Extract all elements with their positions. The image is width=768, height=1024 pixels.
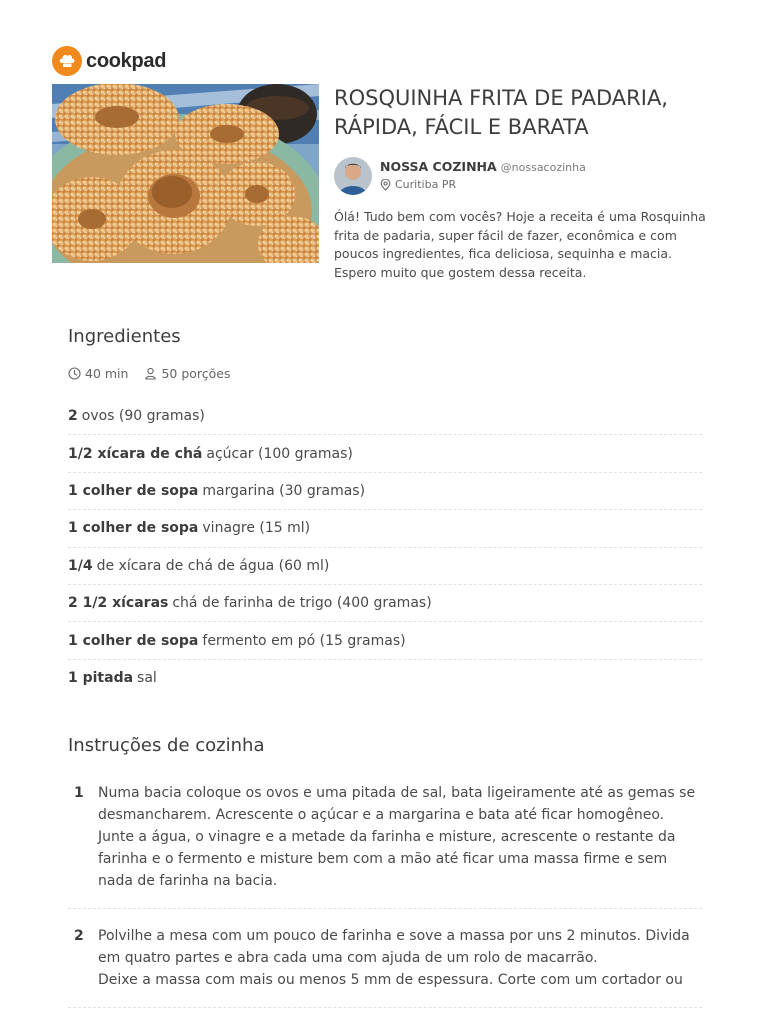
ingredient-item: 1/2 xícara de chá açúcar (100 gramas)	[68, 435, 702, 472]
ingredient-list	[68, 398, 702, 697]
instruction-steps	[68, 782, 702, 1024]
instruction-step	[68, 782, 702, 909]
ingredient-item: 2 ovos (90 gramas)	[68, 398, 702, 435]
ingredient-item: 1 pitada sal	[68, 670, 157, 687]
ingredient-item: 1 colher de sopa margarina (30 gramas)	[68, 473, 702, 510]
cook-time: 40 min	[85, 366, 129, 381]
step-number: 2	[74, 928, 84, 944]
recipe-title: ROSQUINHA FRITA DE PADARIA, RÁPIDA, FÁCIL E BARATA	[334, 86, 668, 139]
servings: 50 porções	[161, 366, 231, 381]
author-location: Curitiba PR	[395, 178, 457, 191]
author-handle: @nossacozinha	[500, 161, 586, 174]
location-pin-icon	[380, 179, 391, 191]
recipe-meta	[68, 366, 247, 381]
chef-hat-icon	[52, 46, 82, 76]
logo-wordmark: cookpad	[86, 49, 167, 72]
step-text: Polvilhe a mesa com um pouco de farinha e sove a massa por uns 2 minutos. Divida em quatro partes e abra cada uma com ajuda de um rolo de macarrão. Deixe a massa com mais ou menos 5 mm de espessura. Corte com um cortador ou	[98, 928, 690, 988]
instruction-step	[68, 925, 702, 1008]
ingredients-heading: Ingredientes	[68, 326, 181, 347]
step-number: 1	[74, 785, 84, 801]
author-block[interactable]	[334, 157, 586, 195]
cookpad-logo[interactable]	[52, 46, 166, 76]
ingredient-item: 1 colher de sopa vinagre (15 ml)	[68, 510, 702, 547]
ingredient-item: 1 colher de sopa fermento em pó (15 gramas)	[68, 622, 702, 659]
recipe-photo	[52, 84, 319, 263]
avatar[interactable]	[334, 157, 372, 195]
ingredient-item: 1/4 de xícara de chá de água (60 ml)	[68, 548, 702, 585]
step-text: Numa bacia coloque os ovos e uma pitada de sal, bata ligeiramente até as gemas se desmancharem. Acrescente o açúcar e a margarina e bata até ficar homogêneo. Junte a água, o vinagre e a metade da farinha e misture, acrescente o restante da farinha e o fermento e misture bem com a mão até ficar uma massa firme e sem nada de farinha na bacia.	[98, 785, 696, 889]
instructions-heading: Instruções de cozinha	[68, 735, 265, 756]
person-icon	[144, 367, 157, 380]
author-name[interactable]: NOSSA COZINHA	[380, 159, 497, 174]
clock-icon	[68, 367, 81, 380]
ingredient-item: 2 1/2 xícaras chá de farinha de trigo (400 gramas)	[68, 585, 702, 622]
recipe-description: Ólá! Tudo bem com vocês? Hoje a receita é uma Rosquinha frita de padaria, super fácil de fazer, econômica e com poucos ingredientes, fica deliciosa, sequinha e macia. Espero muito que gostem dessa receita.	[334, 209, 706, 280]
